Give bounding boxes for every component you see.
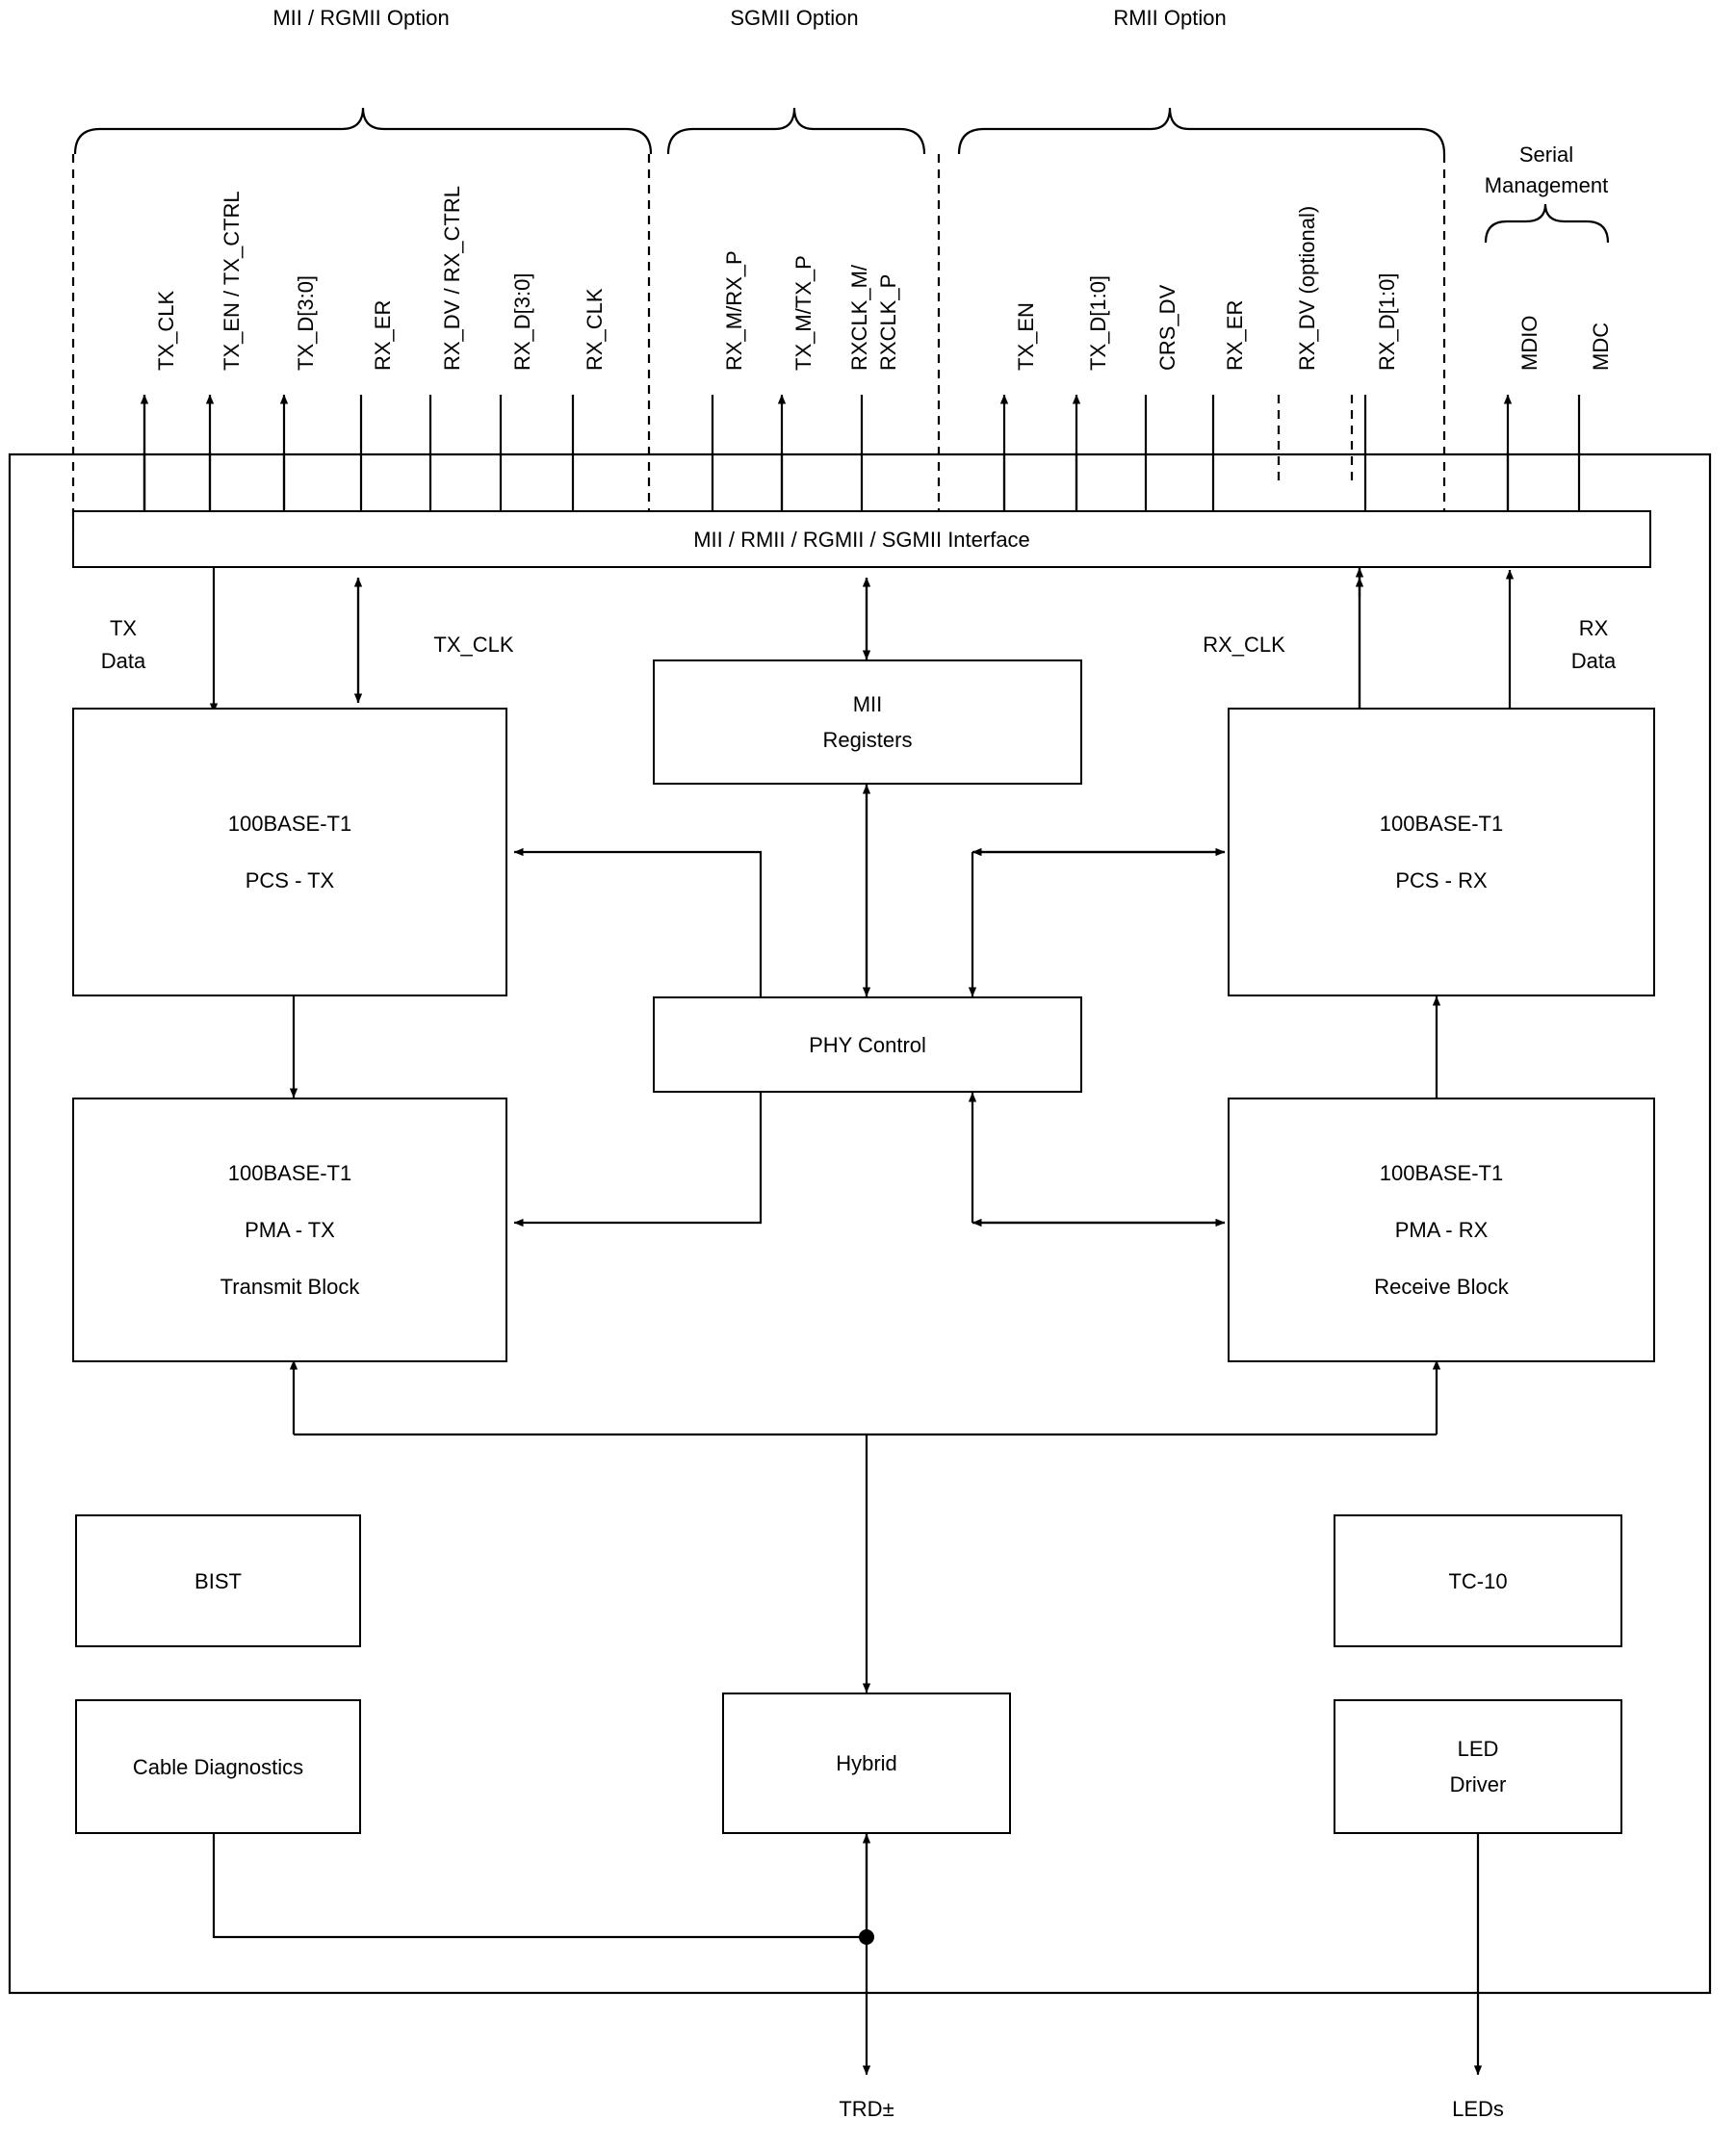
label-rx-data-line2: Data <box>1570 649 1617 673</box>
pin-label-rx-dv-rx-ctrl: RX_DV / RX_CTRL <box>440 186 464 371</box>
block-cable-diagnostics[interactable] <box>75 1699 361 1834</box>
interface-label: MII / RMII / RGMII / SGMII Interface <box>693 527 1030 552</box>
block-pcs-tx[interactable] <box>72 708 507 996</box>
pcs-rx-line1: 100BASE-T1 <box>1379 812 1504 836</box>
pin-label-tx-d10: TX_D[1:0] <box>1086 274 1110 371</box>
led-driver-line1: LED <box>1457 1737 1499 1761</box>
pin-label-mdc: MDC <box>1589 322 1613 371</box>
pin-label-rx-m-rx-p: RX_M/RX_P <box>722 250 746 371</box>
pcs-rx-line2: PCS - RX <box>1395 868 1488 892</box>
block-hybrid[interactable] <box>722 1693 1011 1834</box>
group-label-sgmii: SGMII Option <box>730 6 859 30</box>
pma-rx-line1: 100BASE-T1 <box>1379 1161 1504 1185</box>
group-label-rmii: RMII Option <box>1113 6 1227 30</box>
hybrid-label: Hybrid <box>836 1751 897 1775</box>
pma-tx-line3: Transmit Block <box>220 1275 360 1299</box>
pin-label-tx-d30: TX_D[3:0] <box>294 274 318 371</box>
pin-label-rx-d30: RX_D[3:0] <box>510 272 534 371</box>
group-label-serial-management-line1: Serial <box>1518 142 1574 167</box>
pin-label-tx-m-tx-p: TX_M/TX_P <box>791 255 816 371</box>
group-label-mii-rgmii: MII / RGMII Option <box>272 6 450 30</box>
pin-label-mdio: MDIO <box>1517 315 1542 371</box>
block-pma-tx[interactable] <box>72 1098 507 1362</box>
pin-label-rxclk-p: RXCLK_P <box>876 273 900 371</box>
label-tx-data-line1: TX <box>109 616 138 640</box>
block-led-driver[interactable] <box>1334 1699 1622 1834</box>
mii-registers-line2: Registers <box>822 728 913 752</box>
tc10-label: TC-10 <box>1448 1568 1508 1593</box>
label-rx-clk: RX_CLK <box>1203 633 1285 657</box>
block-bist[interactable] <box>75 1514 361 1647</box>
led-driver-line2: Driver <box>1449 1772 1507 1796</box>
pin-label-rx-clk: RX_CLK <box>583 288 607 371</box>
pin-label-tx-en: TX_EN <box>1014 302 1038 371</box>
cable-diagnostics-label: Cable Diagnostics <box>132 1754 304 1779</box>
group-label-serial-management-line2: Management <box>1484 173 1609 197</box>
pin-label-crs-dv: CRS_DV <box>1155 284 1179 371</box>
block-phy-control[interactable] <box>653 996 1082 1093</box>
label-tx-data-line2: Data <box>100 649 146 673</box>
block-mii-rmii-rgmii-sgmii-interface[interactable] <box>72 510 1651 568</box>
block-tc10[interactable] <box>1334 1514 1622 1647</box>
pin-label-tx-clk: TX_CLK <box>154 290 178 371</box>
output-label-trd: TRD± <box>839 2097 894 2121</box>
pin-label-rx-er-rmii: RX_ER <box>1223 299 1247 371</box>
pma-tx-line1: 100BASE-T1 <box>227 1161 352 1185</box>
pma-rx-line3: Receive Block <box>1374 1275 1509 1299</box>
mii-registers-line1: MII <box>852 692 883 716</box>
pcs-tx-line1: 100BASE-T1 <box>227 812 352 836</box>
pin-label-rx-d10: RX_D[1:0] <box>1375 272 1399 371</box>
pcs-tx-line2: PCS - TX <box>245 868 335 892</box>
output-label-leds: LEDs <box>1452 2097 1504 2121</box>
pin-label-tx-en-tx-ctrl: TX_EN / TX_CTRL <box>220 191 244 371</box>
block-pcs-rx[interactable] <box>1228 708 1655 996</box>
label-rx-data-line1: RX <box>1578 616 1609 640</box>
pin-label-rx-dv-optional: RX_DV (optional) <box>1295 205 1319 371</box>
pin-label-rxclk-m: RXCLK_M/ <box>847 264 871 371</box>
block-mii-registers[interactable] <box>653 659 1082 785</box>
label-tx-clk: TX_CLK <box>433 633 514 657</box>
bist-label: BIST <box>194 1568 242 1593</box>
phy-control-label: PHY Control <box>809 1032 926 1057</box>
pma-rx-line2: PMA - RX <box>1394 1218 1489 1242</box>
pma-tx-line2: PMA - TX <box>245 1218 335 1242</box>
pin-label-rx-er: RX_ER <box>371 299 395 371</box>
block-pma-rx[interactable] <box>1228 1098 1655 1362</box>
